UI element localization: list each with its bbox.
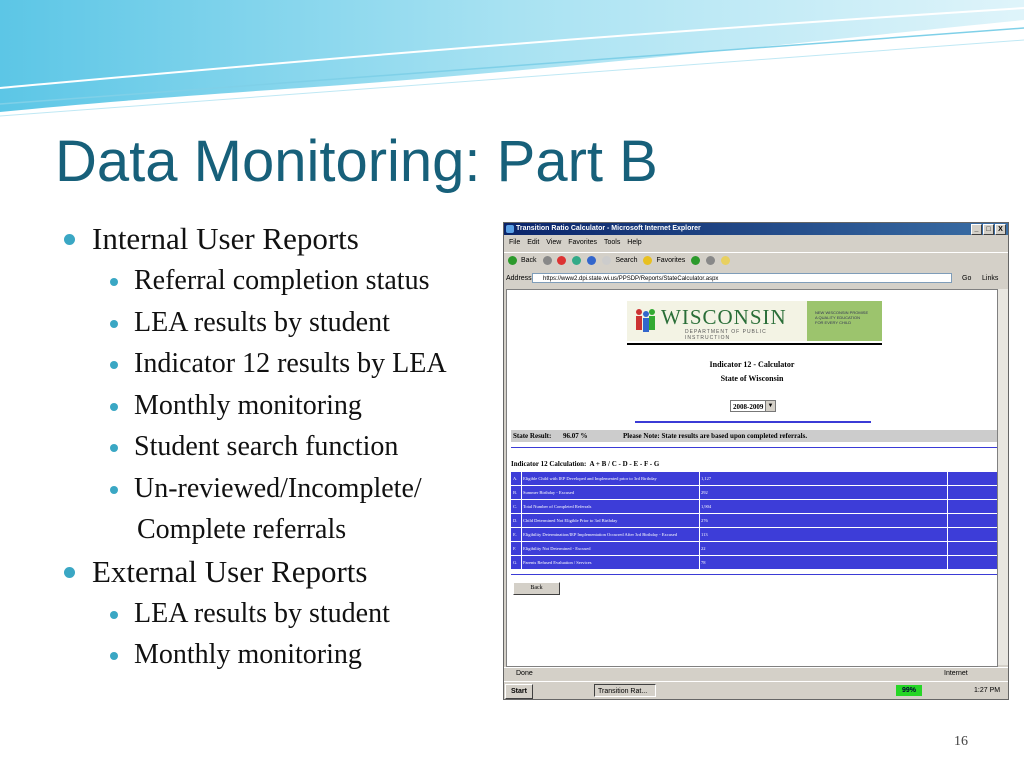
home-icon[interactable] <box>587 256 596 265</box>
table-row <box>511 528 997 542</box>
state-result-note: Please Note: State results are based upon completed referrals. <box>623 432 808 440</box>
window-controls <box>970 224 1006 236</box>
sub-bullet-label: Indicator 12 results by LEA <box>134 348 447 379</box>
divider <box>635 421 871 423</box>
promise-panel <box>807 301 882 341</box>
sub-bullet <box>62 468 502 510</box>
row-value: 1,127 <box>701 476 712 481</box>
row-value: 1,904 <box>701 504 712 509</box>
address-input[interactable]: https://www2.dpi.state.wi.us/PPSDP/Reports/StateCalculator.aspx <box>532 273 952 283</box>
slide-title: Data Monitoring: Part B <box>55 129 658 194</box>
back-page-button[interactable]: Back <box>513 582 560 595</box>
header-wave-decoration <box>0 0 1024 140</box>
page-content <box>506 289 998 667</box>
sub-bullet <box>62 343 502 385</box>
bullet-dot-icon <box>110 278 118 286</box>
bullet-dot-icon <box>110 652 118 660</box>
bullet-internal-reports <box>62 218 502 260</box>
browser-toolbar <box>504 252 1008 269</box>
zoom-indicator: 99% <box>896 685 922 696</box>
row-letter: B. <box>513 490 518 495</box>
row-description: Eligibility Not Determined - Excused <box>523 546 591 551</box>
favorites-button[interactable]: Favorites <box>656 257 686 264</box>
start-button[interactable]: Start <box>505 684 533 699</box>
table-row <box>511 556 997 570</box>
row-letter: D. <box>513 518 518 523</box>
menu-view[interactable]: View <box>546 239 562 246</box>
sub-bullet-label: LEA results by student <box>134 597 390 629</box>
sub-bullet-label: Student search function <box>134 431 399 462</box>
people-logo-icon <box>633 306 657 336</box>
row-description: Summer Birthday - Excused <box>523 490 575 495</box>
row-letter: G. <box>513 560 518 565</box>
maximize-button[interactable]: □ <box>983 224 994 235</box>
go-button[interactable]: Go <box>962 275 972 282</box>
row-value: 113 <box>701 532 708 537</box>
sub-bullet-label: Referral completion status <box>134 265 430 296</box>
row-value: 78 <box>701 560 706 565</box>
bullet-label: Internal User Reports <box>92 221 359 256</box>
sub-bullet-label: Monthly monitoring <box>134 639 362 670</box>
bullet-dot-icon <box>110 320 118 328</box>
menu-file[interactable]: File <box>509 239 521 246</box>
row-value: 276 <box>701 518 708 523</box>
table-row <box>511 514 997 528</box>
row-description: Child Determined Not Eligible Prior to 3rd Birthday <box>523 518 618 523</box>
page-number: 16 <box>954 734 968 749</box>
bullet-dot-icon <box>64 234 75 245</box>
zone-text: Internet <box>944 670 968 677</box>
row-value: 22 <box>701 546 706 551</box>
sub-bullet-label: Un-reviewed/Incomplete/ <box>134 472 422 504</box>
dpi-subtitle: DEPARTMENT OF PUBLIC INSTRUCTION <box>685 329 767 341</box>
sub-bullet-continuation: Complete referrals <box>137 514 347 545</box>
state-result-label: State Result: <box>513 432 552 440</box>
promise-line: NEW WISCONSIN PROMISE <box>815 310 869 315</box>
sub-bullet <box>62 426 502 468</box>
calculator-heading: Indicator 12 - Calculator <box>709 360 795 369</box>
table-row <box>511 472 997 486</box>
menu-bar <box>504 236 1008 250</box>
sub-bullet <box>62 593 502 635</box>
table-row <box>511 500 997 514</box>
bullet-external-reports <box>62 551 502 593</box>
star-icon[interactable] <box>643 256 652 265</box>
divider <box>511 447 997 448</box>
browser-window-screenshot <box>503 222 1009 700</box>
row-letter: A. <box>513 476 518 481</box>
back-arrow-icon[interactable] <box>508 256 517 265</box>
sub-bullet <box>62 385 502 427</box>
row-letter: C. <box>513 504 518 509</box>
sub-bullet-label: LEA results by student <box>134 306 390 338</box>
address-label: Address <box>506 275 532 282</box>
menu-favorites[interactable]: Favorites <box>568 239 598 246</box>
calculation-table <box>511 472 997 570</box>
state-heading: State of Wisconsin <box>720 374 784 383</box>
menu-help[interactable]: Help <box>627 239 642 246</box>
row-description: Total Number of Completed Referrals <box>523 504 592 509</box>
taskbar-task-button[interactable]: Transition Rat... <box>594 684 656 697</box>
row-description: Parents Refused Evaluation / Services <box>523 560 592 565</box>
promise-line: FOR EVERY CHILD <box>815 320 852 325</box>
address-bar <box>504 271 1008 286</box>
ie-icon <box>506 225 514 233</box>
stop-icon[interactable] <box>557 256 566 265</box>
system-clock: 1:27 PM <box>974 687 1001 694</box>
status-text: Done <box>516 670 533 677</box>
menu-tools[interactable]: Tools <box>604 239 621 246</box>
wisconsin-logo <box>627 301 807 341</box>
refresh-icon[interactable] <box>572 256 581 265</box>
vertical-scrollbar[interactable] <box>998 289 1008 665</box>
menu-edit[interactable]: Edit <box>527 239 540 246</box>
state-result-row <box>511 430 997 442</box>
links-button[interactable]: Links <box>982 275 999 282</box>
row-description: Eligibility Determination/IEP Implementation Occurred After 3rd Birthday - Excused <box>523 532 678 537</box>
bullet-label: External User Reports <box>92 553 368 589</box>
row-description: Eligible Child with IEP Developed and Implemented prior to 3rd Birthday <box>523 476 657 481</box>
bullet-dot-icon <box>64 567 75 578</box>
sub-bullet <box>62 302 502 344</box>
divider <box>511 574 997 575</box>
bullet-list <box>62 218 502 676</box>
search-icon[interactable] <box>602 256 611 265</box>
bullet-dot-icon <box>110 611 118 619</box>
windows-taskbar <box>504 681 1008 700</box>
mail-icon[interactable] <box>706 256 715 265</box>
search-button[interactable]: Search <box>615 257 638 264</box>
promise-line: A QUALITY EDUCATION <box>815 315 860 320</box>
calc-label: Indicator 12 Calculation: <box>511 460 587 468</box>
bullet-dot-icon <box>110 486 118 494</box>
chevron-down-icon[interactable]: ▼ <box>765 401 775 411</box>
dpi-banner <box>627 301 882 345</box>
bullet-dot-icon <box>110 361 118 369</box>
window-title: Transition Ratio Calculator - Microsoft Internet Explorer <box>516 225 701 232</box>
minimize-button[interactable]: _ <box>971 224 982 235</box>
row-letter: E. <box>513 532 517 537</box>
table-row <box>511 542 997 556</box>
back-button[interactable]: Back <box>521 257 537 264</box>
history-icon[interactable] <box>691 256 700 265</box>
sub-bullet <box>62 634 502 676</box>
calculation-line <box>511 460 659 468</box>
row-value: 292 <box>701 490 708 495</box>
row-letter: F. <box>513 546 517 551</box>
close-button[interactable]: X <box>995 224 1006 235</box>
bullet-dot-icon <box>110 444 118 452</box>
forward-arrow-icon[interactable] <box>543 256 552 265</box>
folder-icon[interactable] <box>721 256 730 265</box>
table-row <box>511 486 997 500</box>
year-select[interactable] <box>730 400 776 412</box>
calc-formula: A + B / C - D - E - F - G <box>589 460 660 468</box>
sub-bullet <box>62 260 502 302</box>
window-titlebar <box>504 223 1008 235</box>
sub-bullet-label: Monthly monitoring <box>134 389 362 421</box>
wisconsin-wordmark: WISCONSIN <box>661 305 787 329</box>
status-bar <box>504 667 1008 680</box>
year-select-value: 2008-2009 <box>733 403 764 411</box>
state-result-value: 96.07 % <box>563 432 588 440</box>
bullet-dot-icon <box>110 403 118 411</box>
